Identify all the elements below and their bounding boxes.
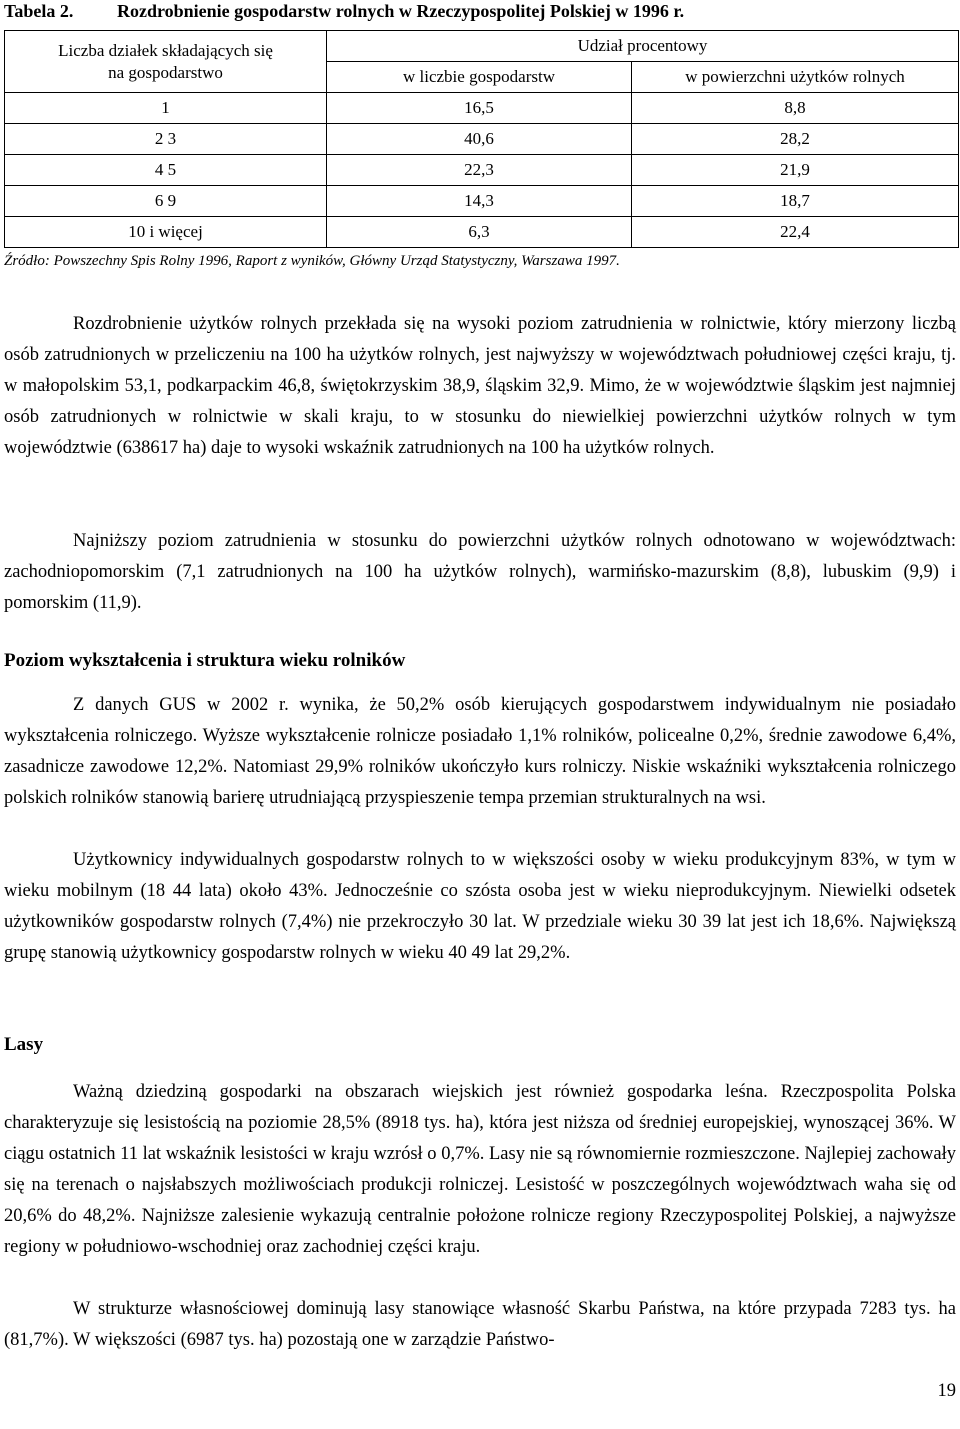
header-plots-line1: Liczba działek składających się: [58, 40, 273, 60]
cell-plots: 2 3: [5, 124, 327, 155]
paragraph-age-structure: Użytkownicy indywidualnych gospodarstw rolnych to w większości osoby w wieku produkcyjnym 83%, w tym w wieku mobilnym (18 44 lata) około 43%. Jednocześnie co szósta osoba jest w wieku nieprodukcyjnym. Niewielki odsetek użytkowników gospodarstw rolnych (7,4%) nie przekroczyło 30 lat. W przedziale wieku 30 39 lat jest ich 18,6%. Największą grupę stanowią użytkownicy gospodarstw rolnych w wieku 40 49 lat 29,2%.: [4, 850, 956, 963]
header-plots-per-farm: [5, 31, 327, 93]
header-agri-area: w powierzchni użytków rolnych: [632, 62, 959, 93]
table-row: [5, 186, 959, 217]
cell-plots: 1: [5, 93, 327, 124]
section-heading-education: Poziom wykształcenia i struktura wieku rolników: [4, 650, 406, 671]
cell-farm-share: 16,5: [327, 93, 632, 124]
paragraph-forest-ownership: W strukturze własnościowej dominują lasy stanowiące własność Skarbu Państwa, na które przypada 7283 tys. ha (81,7%). W większości (6987 tys. ha) pozostają one w zarządzie Państwo-: [4, 1299, 956, 1350]
cell-area-share: 8,8: [632, 93, 959, 124]
table-caption-label: Tabela 2.: [4, 1, 74, 21]
cell-farm-share: 40,6: [327, 124, 632, 155]
cell-farm-share: 14,3: [327, 186, 632, 217]
section-heading-forests: Lasy: [4, 1034, 44, 1055]
cell-area-share: 22,4: [632, 217, 959, 248]
table-row: [5, 155, 959, 186]
header-farm-count: w liczbie gospodarstw: [327, 62, 632, 93]
table-caption: [4, 0, 684, 22]
cell-plots: 6 9: [5, 186, 327, 217]
fragmentation-table: [4, 30, 959, 248]
table-source-note: Źródło: Powszechny Spis Rolny 1996, Raport z wyników, Główny Urząd Statystyczny, Warszawa 1997.: [4, 253, 620, 269]
cell-area-share: 28,2: [632, 124, 959, 155]
table-row: [5, 124, 959, 155]
cell-plots: 4 5: [5, 155, 327, 186]
table-caption-title: Rozdrobnienie gospodarstw rolnych w Rzeczypospolitej Polskiej w 1996 r.: [117, 1, 685, 21]
cell-area-share: 18,7: [632, 186, 959, 217]
table-row: [5, 93, 959, 124]
table-row: [5, 217, 959, 248]
paragraph-education: Z danych GUS w 2002 r. wynika, że 50,2% osób kierujących gospodarstwem indywidualnym nie posiadało wykształcenia rolniczego. Wyższe wykształcenie rolnicze posiadało 1,1% rolników, policealne 0,2%, średnie zawodowe 6,4%, zasadnicze zawodowe 12,2%. Natomiast 29,9% rolników ukończyło kurs rolniczy. Niskie wskaźniki wykształcenia rolniczego polskich rolników stanowią barierę utrudniającą przyspieszenie tempa przemian strukturalnych na wsi.: [4, 695, 956, 808]
header-plots-line2: na gospodarstwo: [108, 62, 223, 82]
header-percent-share: Udział procentowy: [327, 31, 959, 62]
paragraph-forestry: Ważną dziedziną gospodarki na obszarach wiejskich jest również gospodarka leśna. Rzeczpospolita Polska charakteryzuje się lesistością na poziomie 28,5% (8918 tys. ha), która jest niższa od średniej europejskiej, wynoszącej 36%. W ciągu ostatnich 11 lat wskaźnik lesistości w kraju wzrósł o 0,7%. Lasy nie są równomiernie rozmieszczone. Najlepiej zachowały się na terenach o najsłabszych możliwościach produkcji rolniczej. Lesistość w poszczególnych województwach waha się od 20,6% do 48,2%. Najniższe zalesienie wykazują centralnie położone rolnicze regiony Rzeczypospolitej Polskiej, a najwyższe regiony w południowo-wschodniej oraz zachodniej części kraju.: [4, 1082, 956, 1257]
paragraph-employment: Rozdrobnienie użytków rolnych przekłada się na wysoki poziom zatrudnienia w rolnictwie, który mierzony liczbą osób zatrudnionych w przeliczeniu na 100 ha użytków rolnych, jest najwyższy w województwach południowej części kraju, tj. w małopolskim 53,1, podkarpackim 46,8, świętokrzyskim 38,9, śląskim 32,9. Mimo, że w województwie śląskim jest najmniej osób zatrudnionych w rolnictwie w skali kraju, to w stosunku do niewielkiej powierzchni użytków rolnych w tym województwie (638617 ha) daje to wysoki wskaźnik zatrudnionych na 100 ha użytków rolnych.: [4, 314, 956, 458]
cell-farm-share: 6,3: [327, 217, 632, 248]
cell-farm-share: 22,3: [327, 155, 632, 186]
cell-plots: 10 i więcej: [5, 217, 327, 248]
paragraph-lowest-employment: Najniższy poziom zatrudnienia w stosunku do powierzchni użytków rolnych odnotowano w województwach: zachodniopomorskim (7,1 zatrudnionych na 100 ha użytków rolnych), warmińsko-mazurskim (8,8), lubuskim (9,9) i pomorskim (11,9).: [4, 531, 956, 613]
page-number: 19: [937, 1381, 956, 1401]
cell-area-share: 21,9: [632, 155, 959, 186]
